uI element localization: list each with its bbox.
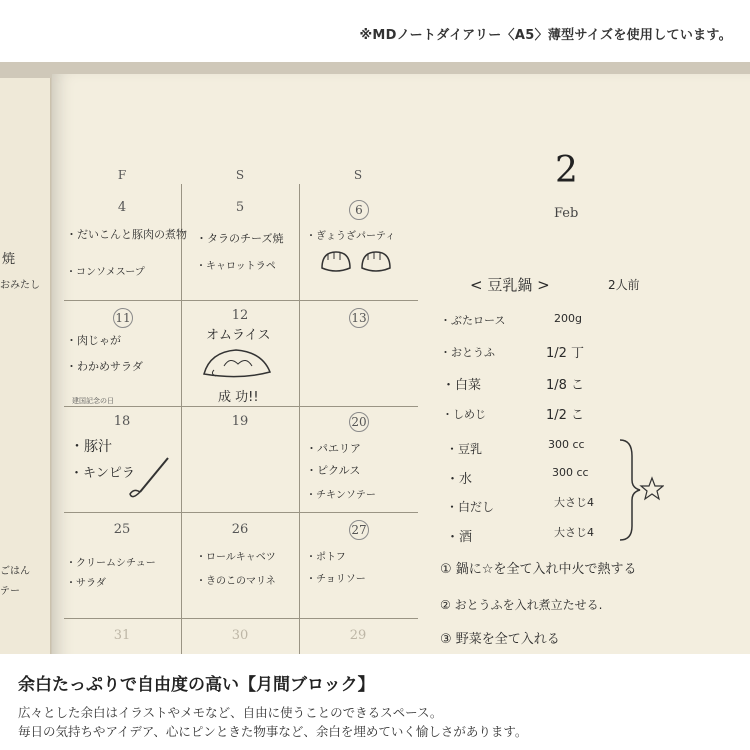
ingredient-name: ・おとうふ <box>440 346 495 359</box>
right-page <box>52 74 750 654</box>
menu-entry: ・クリームシチュー <box>66 558 156 569</box>
ingredient-amount: 大さじ4 <box>554 496 594 509</box>
ingredient-amount: 大さじ4 <box>554 526 594 539</box>
menu-entry: ・パエリア <box>306 442 361 455</box>
grid-line <box>64 512 418 513</box>
menu-entry: ・チキンソテー <box>306 490 376 501</box>
grid-line <box>181 184 182 654</box>
weekday-label: S <box>235 168 245 182</box>
recipe-title: < 豆乳鍋 > <box>470 276 550 294</box>
grid-line <box>64 406 418 407</box>
ingredient-name: ・しめじ <box>442 408 486 421</box>
golf-club-illustration <box>126 454 172 504</box>
day-number: 4 <box>117 200 127 215</box>
left-page <box>0 78 51 654</box>
day-number-holiday: 11 <box>113 308 133 328</box>
month-number: 2 <box>555 150 578 191</box>
day-number-next: 30 <box>231 628 249 643</box>
diary-photo <box>0 62 750 654</box>
ingredient-amount: 300 cc <box>548 438 585 451</box>
menu-entry: ・肉じゃが <box>66 334 121 347</box>
day-number-holiday: 6 <box>349 200 369 220</box>
ingredient-amount: 1/2 こ <box>546 408 585 423</box>
gyoza-illustration <box>318 246 398 276</box>
left-fragment: ごはん <box>0 566 30 577</box>
ingredient-amount: 1/2 丁 <box>546 346 585 361</box>
day-number: 5 <box>235 200 245 215</box>
ingredient-name: ・豆乳 <box>446 442 483 456</box>
menu-entry: ・だいこんと豚肉の煮物 <box>66 228 187 241</box>
holiday-label: 建国記念の日 <box>72 397 114 405</box>
day-number-holiday: 27 <box>349 520 369 540</box>
menu-entry: ・きのこのマリネ <box>196 576 276 587</box>
description-line: 毎日の気持ちやアイデア、心にピンときた物事など、余白を埋めていく愉しさがあります。 <box>18 724 528 739</box>
ingredient-amount: 1/8 こ <box>546 378 585 393</box>
top-note: ※MDノートダイアリー〈A5〉薄型サイズを使用しています。 <box>359 28 732 43</box>
menu-entry: ・タラのチーズ焼 <box>196 232 284 245</box>
menu-entry: 成 功!! <box>218 390 259 405</box>
omurice-illustration <box>200 344 276 384</box>
recipe-serves: 2人前 <box>608 278 640 292</box>
menu-entry: ・ポトフ <box>306 552 346 563</box>
left-fragment: テー <box>0 586 20 597</box>
grid-line <box>64 300 418 301</box>
menu-entry: ・キャロットラペ <box>196 261 276 272</box>
day-number: 12 <box>231 308 249 323</box>
menu-entry: ・チョリソー <box>306 574 366 585</box>
recipe-step: ② おとうふを入れ煮立たせる. <box>440 598 603 612</box>
grid-line <box>299 184 300 654</box>
recipe-step: ① 鍋に☆を全て入れ中火で熱する <box>440 562 637 577</box>
ingredient-name: ・酒 <box>446 530 473 545</box>
day-number: 25 <box>113 522 131 537</box>
day-number-next: 29 <box>349 628 367 643</box>
menu-entry: オムライス <box>206 328 271 343</box>
menu-entry: ・ピクルス <box>306 464 361 477</box>
caption-heading: 余白たっぷりで自由度の高い【月間ブロック】 <box>18 675 375 695</box>
weekday-label: F <box>117 168 127 182</box>
day-number: 19 <box>231 414 249 429</box>
day-number-next: 31 <box>113 628 131 643</box>
ingredient-name: ・水 <box>446 472 473 487</box>
brace-star-illustration <box>614 436 664 546</box>
menu-entry: ・豚汁 <box>70 439 112 455</box>
ingredient-name: ・ぶたロース <box>440 314 506 327</box>
ingredient-amount: 300 cc <box>552 466 589 479</box>
day-number-holiday: 13 <box>349 308 369 328</box>
left-fragment: おみたし <box>0 280 40 291</box>
recipe-step: ③ 野菜を全て入れる <box>440 632 560 647</box>
left-fragment: 焼 <box>2 252 16 267</box>
menu-entry: ・コンソメスープ <box>66 267 145 278</box>
ingredient-amount: 200g <box>554 312 582 325</box>
day-number: 26 <box>231 522 249 537</box>
menu-entry: ・キンピラ <box>70 466 135 481</box>
ingredient-name: ・白菜 <box>442 378 482 393</box>
weekday-label: S <box>353 168 363 182</box>
grid-line <box>64 618 418 619</box>
description-line: 広々とした余白はイラストやメモなど、自由に使うことのできるスペース。 <box>18 705 443 720</box>
menu-entry: ・ロールキャベツ <box>196 552 276 563</box>
menu-entry: ・ぎょうざパーティ <box>306 231 396 242</box>
day-number: 18 <box>113 414 131 429</box>
menu-entry: ・わかめサラダ <box>66 360 143 373</box>
month-name: Feb <box>554 206 579 221</box>
menu-entry: ・サラダ <box>66 578 106 589</box>
day-number-holiday: 20 <box>349 412 369 432</box>
ingredient-name: ・白だし <box>446 500 495 514</box>
